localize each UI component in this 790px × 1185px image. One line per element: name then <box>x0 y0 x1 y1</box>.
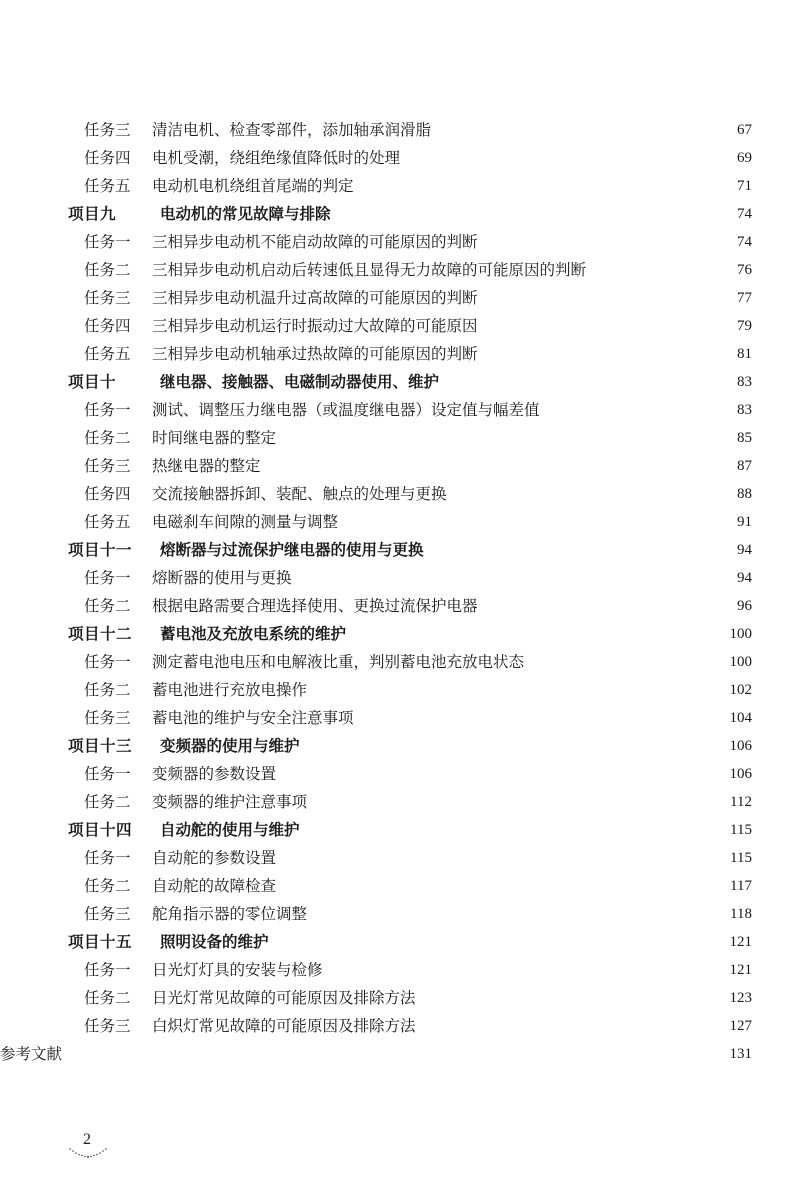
dot-leader <box>346 508 718 536</box>
toc-entry-label: 项目十一 <box>68 540 133 559</box>
dot-leader <box>300 564 718 592</box>
toc-entry-title: 变频器的参数设置 <box>152 765 277 783</box>
toc-entry-label: 任务一 <box>84 653 131 671</box>
toc-task-row <box>0 760 790 788</box>
toc-task-row <box>0 592 790 620</box>
toc-entry-title: 清洁电机、检查零部件，添加轴承润滑脂 <box>152 121 432 139</box>
toc-task-row <box>0 424 790 452</box>
toc-task-row <box>0 340 790 368</box>
dot-leader <box>331 956 718 984</box>
dot-leader <box>70 1040 718 1068</box>
toc-entry-title: 三相异步电动机运行时振动过大故障的可能原因 <box>152 317 478 335</box>
dot-leader <box>548 396 718 424</box>
toc-entry-label: 任务二 <box>84 989 131 1007</box>
toc-entry-page: 71 <box>737 178 752 194</box>
toc-task-row <box>0 284 790 312</box>
toc-entry-title: 白炽灯常见故障的可能原因及排除方法 <box>152 1017 416 1035</box>
toc-entry-title: 蓄电池进行充放电操作 <box>152 681 308 699</box>
dot-leader <box>339 200 718 228</box>
toc-entry-title: 交流接触器拆卸、装配、触点的处理与更换 <box>152 485 447 503</box>
toc-task-row <box>0 228 790 256</box>
toc-entry-page: 88 <box>737 486 752 502</box>
toc-entry-title: 熔断器的使用与更换 <box>152 569 292 587</box>
toc-entry-page: 94 <box>737 570 752 586</box>
toc-entry-label: 任务一 <box>84 765 131 783</box>
page-number: 2 <box>83 1131 91 1148</box>
toc-entry-label: 任务一 <box>84 961 131 979</box>
toc-project-row <box>0 536 790 564</box>
toc-entry-page: 121 <box>729 962 752 978</box>
toc-entry-label: 任务三 <box>84 457 131 475</box>
toc-project-row <box>0 928 790 956</box>
toc-entry-label: 任务一 <box>84 233 131 251</box>
toc-task-row <box>0 480 790 508</box>
toc-project-row <box>0 620 790 648</box>
toc-entry-label: 任务二 <box>84 261 131 279</box>
toc-entry-title: 变频器的维护注意事项 <box>152 793 308 811</box>
toc-project-row <box>0 368 790 396</box>
toc-entry-label: 项目十二 <box>68 624 133 643</box>
dot-leader <box>532 648 718 676</box>
toc-entry-page: 102 <box>729 682 752 698</box>
toc-task-row <box>0 844 790 872</box>
toc-entry-title: 热继电器的整定 <box>152 457 261 475</box>
toc-entry-label: 任务四 <box>84 149 131 167</box>
dot-leader <box>362 704 718 732</box>
dot-leader <box>284 760 718 788</box>
toc-entry-page: 115 <box>730 850 752 866</box>
dot-leader <box>362 172 718 200</box>
dot-leader <box>432 536 718 564</box>
dot-leader <box>408 144 718 172</box>
dot-leader <box>315 788 718 816</box>
dot-leader <box>486 228 718 256</box>
toc-project-row <box>0 816 790 844</box>
toc-entry-label: 任务五 <box>84 345 131 363</box>
toc-entry-title: 自动舵的参数设置 <box>152 849 277 867</box>
dot-leader <box>277 928 718 956</box>
dot-leader <box>315 900 718 928</box>
toc-entry-page: 74 <box>737 234 752 250</box>
toc-task-row <box>0 984 790 1012</box>
toc-entry-label: 任务二 <box>84 429 131 447</box>
toc-entry-label: 任务五 <box>84 513 131 531</box>
toc-entry-title: 测试、调整压力继电器（或温度继电器）设定值与幅差值 <box>152 401 540 419</box>
toc-entry-page: 87 <box>737 458 752 474</box>
toc-entry-title: 三相异步电动机启动后转速低且显得无力故障的可能原因的判断 <box>152 261 587 279</box>
toc-entry-page: 100 <box>729 626 752 642</box>
toc-entry-title: 变频器的使用与维护 <box>160 736 300 755</box>
dot-leader <box>594 256 718 284</box>
toc-entry-page: 69 <box>737 150 752 166</box>
toc-entry-label: 任务三 <box>84 1017 131 1035</box>
toc-entry-page: 118 <box>730 906 752 922</box>
toc-task-row <box>0 1012 790 1040</box>
toc-entry-title: 测定蓄电池电压和电解液比重，判别蓄电池充放电状态 <box>152 653 525 671</box>
dot-leader <box>269 452 718 480</box>
toc-entry-page: 121 <box>729 934 752 950</box>
dot-leader <box>315 676 718 704</box>
toc-entry-label: 项目十 <box>68 372 117 391</box>
toc-entry-label: 任务一 <box>84 569 131 587</box>
toc-entry-label: 任务四 <box>84 317 131 335</box>
toc-entry-page: 104 <box>729 710 752 726</box>
toc-entry-title: 三相异步电动机轴承过热故障的可能原因的判断 <box>152 345 478 363</box>
toc-task-row <box>0 508 790 536</box>
toc-entry-label: 任务一 <box>84 401 131 419</box>
toc-entry-page: 94 <box>737 542 752 558</box>
toc-entry-title: 电磁刹车间隙的测量与调整 <box>152 513 339 531</box>
toc-task-row <box>0 312 790 340</box>
toc-entry-title: 电动机的常见故障与排除 <box>160 204 331 223</box>
toc-entry-label: 项目十三 <box>68 736 133 755</box>
dot-leader <box>284 424 718 452</box>
dot-leader <box>424 984 718 1012</box>
page-ornament-icon <box>66 1146 112 1160</box>
toc-entry-title: 照明设备的维护 <box>160 932 269 951</box>
toc-task-row <box>0 900 790 928</box>
toc-entry-page: 115 <box>730 822 752 838</box>
dot-leader <box>354 620 718 648</box>
toc-entry-title: 时间继电器的整定 <box>152 429 277 447</box>
toc-entry-page: 83 <box>737 374 752 390</box>
toc-entry-label: 参考文献 <box>0 1045 63 1063</box>
toc-entry-label: 任务三 <box>84 121 131 139</box>
toc-task-row <box>0 872 790 900</box>
toc-task-row <box>0 788 790 816</box>
toc-entry-page: 85 <box>737 430 752 446</box>
toc-entry-page: 67 <box>737 122 752 138</box>
toc-entry-title: 继电器、接触器、电磁制动器使用、维护 <box>160 372 440 391</box>
toc-task-row <box>0 256 790 284</box>
dot-leader <box>308 816 718 844</box>
toc-entry-label: 任务二 <box>84 597 131 615</box>
toc-entry-label: 任务二 <box>84 793 131 811</box>
toc-entry-label: 项目九 <box>68 204 117 223</box>
toc-entry-page: 74 <box>737 206 752 222</box>
toc-entry-label: 项目十四 <box>68 820 133 839</box>
table-of-contents <box>0 116 790 1068</box>
toc-entry-title: 蓄电池的维护与安全注意事项 <box>152 709 354 727</box>
toc-task-row <box>0 676 790 704</box>
toc-entry-page: 79 <box>737 318 752 334</box>
dot-leader <box>486 284 718 312</box>
toc-task-row <box>0 144 790 172</box>
toc-entry-page: 106 <box>729 738 752 754</box>
toc-entry-title: 自动舵的使用与维护 <box>160 820 300 839</box>
toc-entry-title: 三相异步电动机不能启动故障的可能原因的判断 <box>152 233 478 251</box>
dot-leader <box>486 340 718 368</box>
toc-entry-page: 131 <box>729 1046 752 1062</box>
toc-entry-page: 77 <box>737 290 752 306</box>
toc-entry-page: 81 <box>737 346 752 362</box>
toc-entry-title: 三相异步电动机温升过高故障的可能原因的判断 <box>152 289 478 307</box>
dot-leader <box>439 116 718 144</box>
toc-entry-label: 项目十五 <box>68 932 133 951</box>
toc-entry-page: 100 <box>729 654 752 670</box>
toc-entry-label: 任务四 <box>84 485 131 503</box>
toc-project-row <box>0 732 790 760</box>
toc-entry-title: 自动舵的故障检查 <box>152 877 277 895</box>
toc-entry-title: 日光灯常见故障的可能原因及排除方法 <box>152 989 416 1007</box>
toc-entry-label: 任务二 <box>84 877 131 895</box>
dot-leader <box>284 872 718 900</box>
toc-task-row <box>0 564 790 592</box>
toc-references-row <box>0 1040 790 1068</box>
toc-entry-label: 任务一 <box>84 849 131 867</box>
toc-entry-label: 任务三 <box>84 905 131 923</box>
dot-leader <box>308 732 718 760</box>
toc-entry-page: 117 <box>730 878 752 894</box>
toc-task-row <box>0 648 790 676</box>
toc-entry-label: 任务二 <box>84 681 131 699</box>
toc-entry-title: 电动机电机绕组首尾端的判定 <box>152 177 354 195</box>
toc-entry-page: 91 <box>737 514 752 530</box>
toc-entry-page: 83 <box>737 402 752 418</box>
dot-leader <box>486 312 718 340</box>
toc-task-row <box>0 396 790 424</box>
toc-entry-page: 106 <box>729 766 752 782</box>
dot-leader <box>486 592 718 620</box>
toc-entry-title: 熔断器与过流保护继电器的使用与更换 <box>160 540 424 559</box>
toc-entry-page: 76 <box>737 262 752 278</box>
dot-leader <box>447 368 718 396</box>
toc-entry-label: 任务三 <box>84 289 131 307</box>
toc-entry-title: 电机受潮，绕组绝缘值降低时的处理 <box>152 149 401 167</box>
dot-leader <box>424 1012 718 1040</box>
toc-entry-title: 蓄电池及充放电系统的维护 <box>160 624 347 643</box>
dot-leader <box>455 480 718 508</box>
toc-entry-title: 根据电路需要合理选择使用、更换过流保护电器 <box>152 597 478 615</box>
toc-task-row <box>0 116 790 144</box>
dot-leader <box>284 844 718 872</box>
toc-entry-page: 123 <box>729 990 752 1006</box>
toc-entry-page: 127 <box>729 1018 752 1034</box>
toc-entry-page: 112 <box>730 794 752 810</box>
toc-entry-title: 日光灯灯具的安装与检修 <box>152 961 323 979</box>
toc-task-row <box>0 956 790 984</box>
toc-project-row <box>0 200 790 228</box>
toc-task-row <box>0 452 790 480</box>
toc-entry-label: 任务三 <box>84 709 131 727</box>
toc-entry-title: 舵角指示器的零位调整 <box>152 905 308 923</box>
toc-entry-label: 任务五 <box>84 177 131 195</box>
toc-task-row <box>0 172 790 200</box>
toc-entry-page: 96 <box>737 598 752 614</box>
toc-task-row <box>0 704 790 732</box>
